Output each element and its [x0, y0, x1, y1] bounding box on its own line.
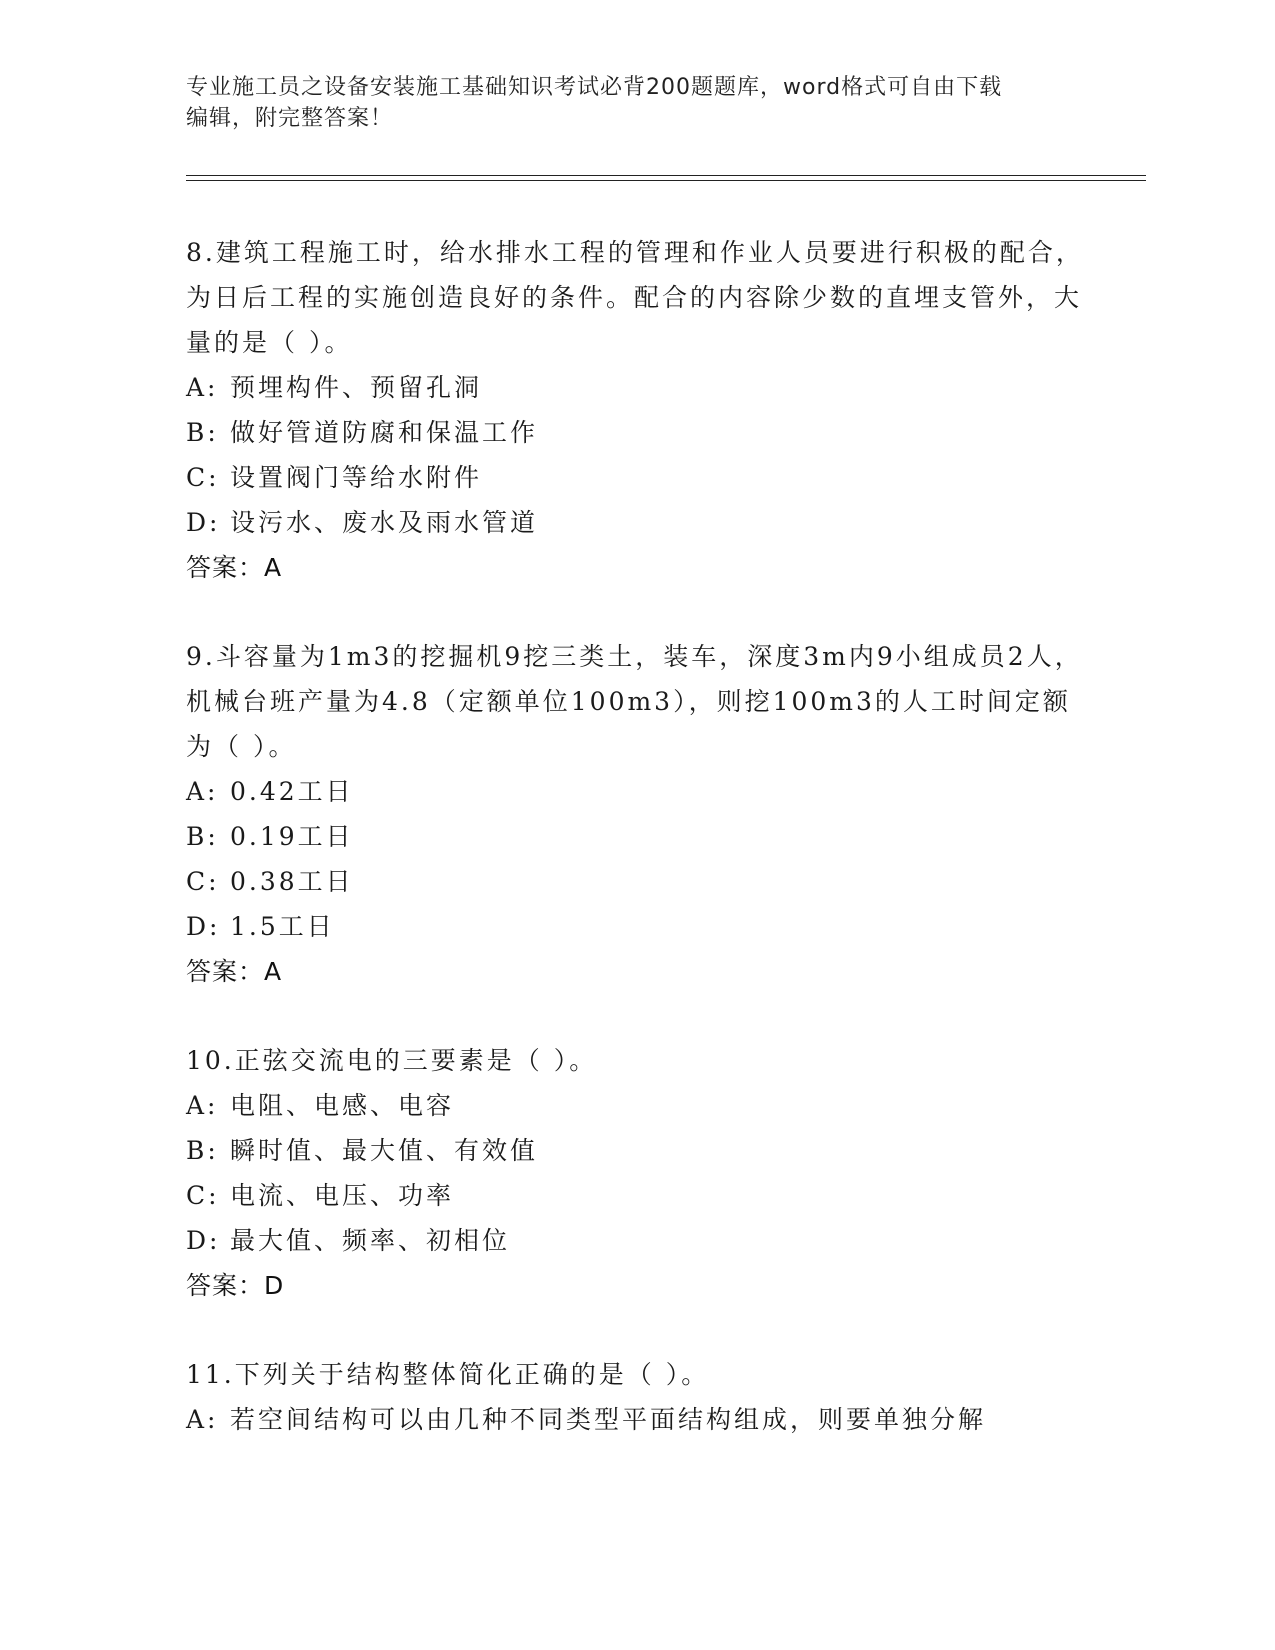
answer-line: 答案：D: [186, 1271, 285, 1300]
option-letter: C:: [186, 867, 220, 896]
option-letter: D:: [186, 912, 221, 941]
option-a: [186, 1083, 1086, 1128]
option-letter: A:: [186, 1405, 219, 1434]
option-letter: D:: [186, 508, 221, 537]
option-text: 若空间结构可以由几种不同类型平面结构组成，则要单独分解: [230, 1405, 987, 1434]
option-c: [186, 455, 1086, 500]
header-divider-top: [186, 175, 1146, 176]
option-letter: A:: [186, 1091, 219, 1120]
option-letter: A:: [186, 373, 219, 402]
option-text: 预埋构件、预留孔洞: [230, 373, 483, 402]
header-line-2: 编辑，附完整答案！: [186, 106, 394, 131]
option-b: [186, 1128, 1086, 1173]
option-letter: B:: [186, 418, 219, 447]
option-text: 设置阀门等给水附件: [230, 463, 483, 492]
answer-line: 答案：A: [186, 553, 283, 582]
question-9: [186, 634, 1086, 994]
header-line-1: 专业施工员之设备安装施工基础知识考试必背200题题库，word格式可自由下载: [186, 75, 1003, 100]
option-a: [186, 365, 1086, 410]
question-8: [186, 230, 1086, 590]
option-c: [186, 859, 1086, 904]
question-11: [186, 1352, 1086, 1442]
option-d: [186, 904, 1086, 949]
option-text: 做好管道防腐和保温工作: [230, 418, 539, 447]
question-stem: 8.建筑工程施工时，给水排水工程的管理和作业人员要进行积极的配合，为日后工程的实施创造良好的条件。配合的内容除少数的直埋支管外，大量的是（ ）。: [186, 238, 1084, 357]
option-text: 0.19工日: [230, 822, 354, 851]
option-letter: A:: [186, 777, 219, 806]
option-letter: C:: [186, 1181, 220, 1210]
option-text: 0.42工日: [230, 777, 354, 806]
option-b: [186, 814, 1086, 859]
option-c: [186, 1173, 1086, 1218]
answer-line: 答案：A: [186, 957, 283, 986]
option-text: 0.38工日: [230, 867, 354, 896]
header-divider-bottom: [186, 180, 1146, 181]
option-a: [186, 769, 1086, 814]
option-letter: B:: [186, 822, 219, 851]
option-text: 1.5工日: [230, 912, 335, 941]
option-a: [186, 1397, 1086, 1442]
option-text: 最大值、频率、初相位: [230, 1226, 511, 1255]
option-text: 电阻、电感、电容: [230, 1091, 455, 1120]
question-stem: 10.正弦交流电的三要素是（ ）。: [186, 1046, 598, 1075]
option-letter: B:: [186, 1136, 219, 1165]
option-text: 瞬时值、最大值、有效值: [230, 1136, 539, 1165]
option-d: [186, 1218, 1086, 1263]
option-b: [186, 410, 1086, 455]
option-letter: C:: [186, 463, 220, 492]
question-10: [186, 1038, 1086, 1308]
question-stem: 11.下列关于结构整体简化正确的是（ ）。: [186, 1360, 710, 1389]
question-stem: 9.斗容量为1m3的挖掘机9挖三类土，装车，深度3m内9小组成员2人，机械台班产量为4.8（定额单位100m3），则挖100m3的人工时间定额为（ ）。: [186, 642, 1083, 761]
document-header: [186, 72, 1086, 134]
question-list: [186, 230, 1086, 1486]
option-d: [186, 500, 1086, 545]
option-text: 设污水、废水及雨水管道: [230, 508, 539, 537]
option-letter: D:: [186, 1226, 221, 1255]
option-text: 电流、电压、功率: [230, 1181, 455, 1210]
